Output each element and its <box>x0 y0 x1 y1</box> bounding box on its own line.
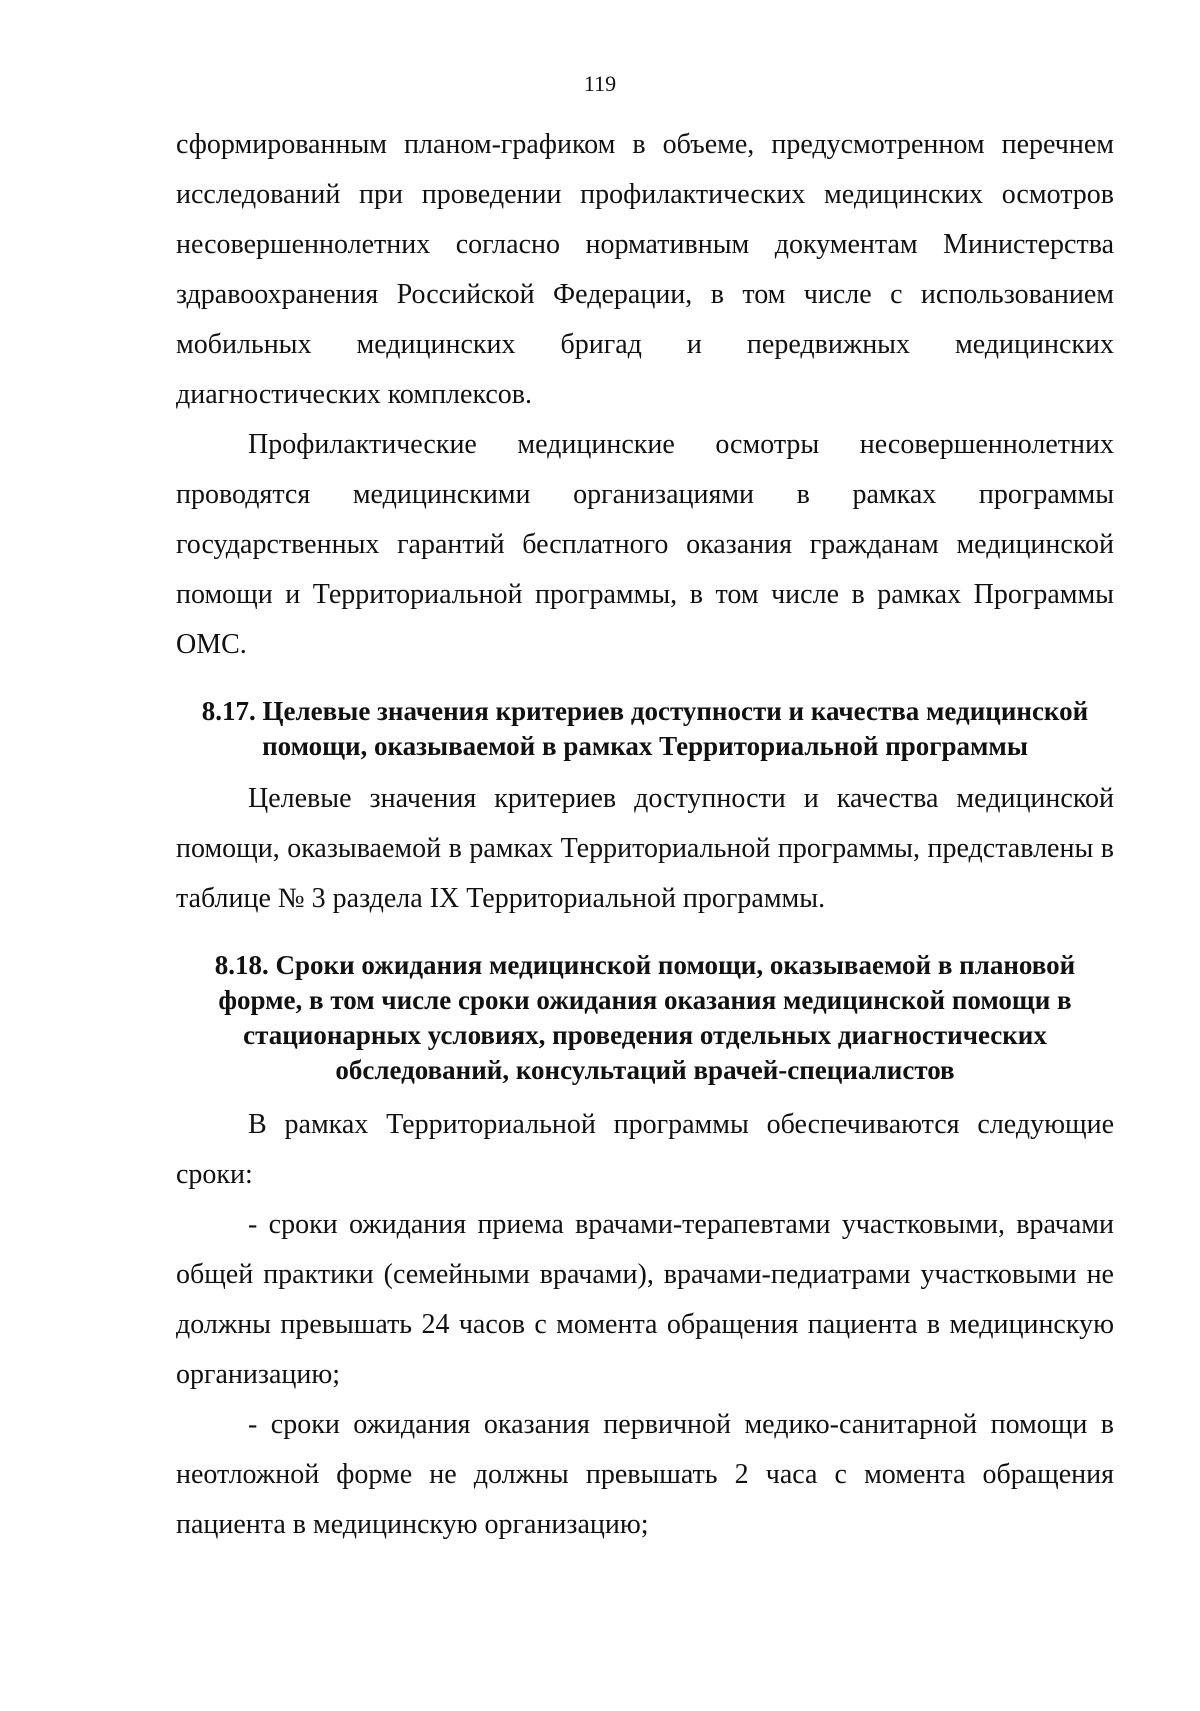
page-number: 119 <box>583 71 617 96</box>
list-item-therapist-wait: - сроки ожидания приема врачами-терапевтами участковыми, врачами общей практики (семейными врачами), врачами-педиатрами участковыми не должны превышать 24 часов с момента обращения пациента в медицинскую организацию; <box>176 1209 1114 1390</box>
paragraph-8-18-intro: В рамках Территориальной программы обеспечиваются следующие сроки: <box>176 1109 1114 1190</box>
list-item-urgent-care-wait: - сроки ожидания оказания первичной медико-санитарной помощи в неотложной форме не должны превышать 2 часа с момента обращения пациента в медицинскую организацию; <box>176 1409 1114 1540</box>
section-heading-8-18: 8.18. Сроки ожидания медицинской помощи, оказываемой в плановой форме, в том числе сроки ожидания оказания медицинской помощи в стационарных условиях, проведения отдельных диагностических обследований, консультаций врачей-специалистов <box>214 950 1076 1085</box>
paragraph-8-17-text: Целевые значения критериев доступности и качества медицинской помощи, оказываемой в рамках Территориальной программы, представлены в таблице № 3 раздела IX Территориальной программы. <box>176 783 1114 914</box>
document-body <box>176 120 1114 1550</box>
paragraph-preventive-exams: Профилактические медицинские осмотры несовершеннолетних проводятся медицинскими организациями в рамках программы государственных гарантий бесплатного оказания гражданам медицинской помощи и Территориальной программы, в том числе в рамках Программы ОМС. <box>176 429 1114 660</box>
paragraph-continuation: сформированным планом-графиком в объеме, предусмотренном перечнем исследований при проведении профилактических медицинских осмотров несовершеннолетних согласно нормативным документам Министерства здравоохранения Российской Федерации, в том числе с использованием мобильных медицинских бригад и передвижных медицинских диагностических комплексов. <box>176 129 1114 410</box>
section-heading-8-17: 8.17. Целевые значения критериев доступности и качества медицинской помощи, оказываемой в рамках Территориальной программы <box>201 696 1089 761</box>
